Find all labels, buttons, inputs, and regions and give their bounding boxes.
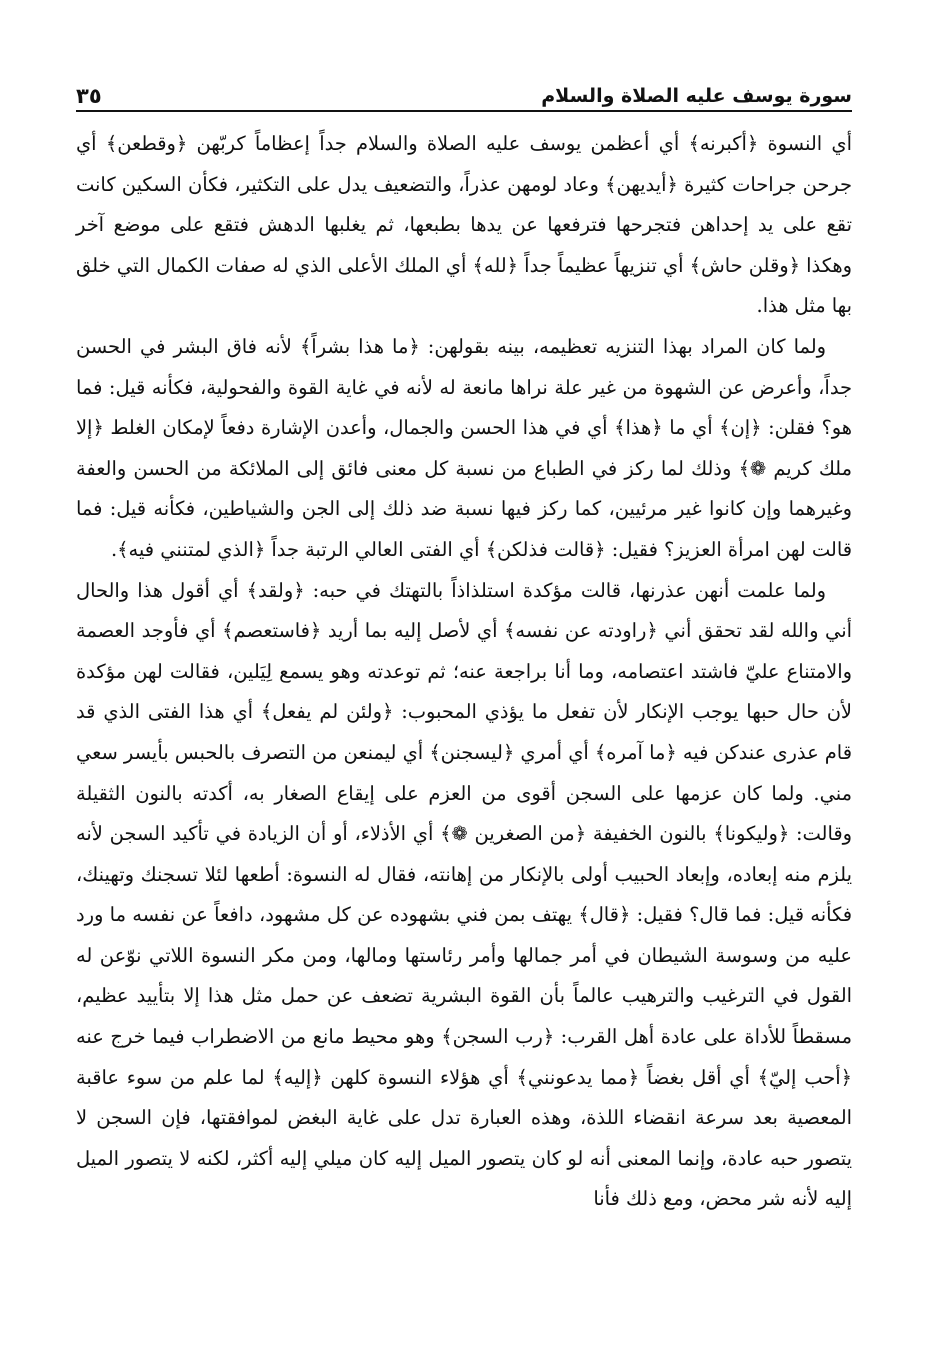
chapter-title: سورة يوسف عليه الصلاة والسلام <box>541 85 852 107</box>
paragraph-3: ولما علمت أنهن عذرنها، قالت مؤكدة استلذاذاً بالتهتك في حبه: ﴿ولقد﴾ أي أقول هذا والحال أني والله لقد تحقق أني ﴿راودته عن نفسه﴾ أي لأصل إليه بما أريد ﴿فاستعصم﴾ أي فأوجد العصمة والامتناع عليّ فاشتد اعتصامه، وما أنا براجعة عنه؛ ثم توعدته وهو يسمع لِيَلين، فقالت لهن مؤكدة لأن حال حبها يوجب الإنكار لأن تفعل ما يؤذي المحبوب: ﴿ولئن لم يفعل﴾ أي هذا الفتى الذي قد قام عذرى عندكن فيه ﴿ما آمره﴾ أي أمري ﴿ليسجنن﴾ أي ليمنعن من التصرف بالحبس بأيسر سعي مني. ولما كان عزمها على السجن أقوى من العزم على إيقاع الصغار به، أكدته بالنون الثقيلة وقالت: ﴿وليكونا﴾ بالنون الخفيفة ﴿من الصغرين ❁﴾ أي الأذلاء، أو أن الزيادة في تأكيد السجن لأنه يلزم منه إبعاده، وإبعاد الحبيب أولى بالإنكار من إهانته، فقال له النسوة: أطعها لئلا تسجنك وتهينك، فكأنه قيل: فما قال؟ فقيل: ﴿قال﴾ يهتف بمن فني بشهوده عن كل مشهود، دافعاً عن نفسه ما ورد عليه من وسوسة الشيطان في أمر جمالها وأمر رئاستها ومالها، ومن مكر النسوة اللاتي نوّعن له القول في الترغيب والترهيب عالماً بأن القوة البشرية تضعف عن حمل مثل هذا إلا بتأييد عظيم، مسقطاً للأداة على عادة أهل القرب: ﴿رب السجن﴾ وهو محيط مانع من الاضطراب فيما خرج عنه ﴿أحب إليّ﴾ أي أقل بغضاً ﴿مما يدعونني﴾ أي هؤلاء النسوة كلهن ﴿إليه﴾ لما علم من سوء عاقبة المعصية بعد سرعة انقضاء اللذة، وهذه العبارة تدل على غاية البغض لموافقتها، فإن السجن لا يتصور حبه عادة، وإنما المعنى أنه لو كان يتصور الميل إليه كان ميلي إليه أكثر، لكنه لا يتصور الميل إليه لأنه شر محض، ومع ذلك فأنا <box>76 578 852 1211</box>
book-page <box>76 72 852 1312</box>
running-head <box>76 72 852 112</box>
paragraph-2: ولما كان المراد بهذا التنزيه تعظيمه، بينه بقولهن: ﴿ما هذا بشراً﴾ لأنه فاق البشر في الحسن جداً، وأعرض عن الشهوة من غير علة نراها مانعة له لأنه في غاية القوة والفحولية، فكأنه قيل: فما هو؟ فقلن: ﴿إن﴾ أي ما ﴿هذا﴾ أي في هذا الحسن والجمال، وأعدن الإشارة دفعاً لإمكان الغلط ﴿إلا ملك كريم ❁﴾ وذلك لما ركز في الطباع من نسبة كل معنى فائق إلى الملائكة من الحسن والعفة وغيرهما وإن كانوا غير مرئيين، كما ركز فيها نسبة ضد ذلك إلى الجن والشياطين، فكأنه قيل: فما قالت لهن امرأة العزيز؟ فقيل: ﴿قالت فذلكن﴾ أي الفتى العالي الرتبة جداً ﴿الذي لمتنني فيه﴾. <box>76 334 852 561</box>
page-number: ٣٥ <box>76 84 102 108</box>
paragraph-1: أي النسوة ﴿أكبرنه﴾ أي أعظمن يوسف عليه الصلاة والسلام جداً إعظاماً كربّهن ﴿وقطعن﴾ أي جرحن جراحات كثيرة ﴿أيديهن﴾ وعاد لومهن عذراً، والتضعيف يدل على التكثير، فكأن السكين كانت تقع على يد إحداهن فتجرحها فترفعها عن يدها بطبعها، ثم يغلبها الدهش فتقع على موضع آخر وهكذا ﴿وقلن حاش﴾ أي تنزيهاً عظيماً جداً ﴿لله﴾ أي الملك الأعلى الذي له صفات الكمال التي خلق بها مثل هذا. <box>76 132 852 318</box>
body-text <box>76 124 852 1220</box>
